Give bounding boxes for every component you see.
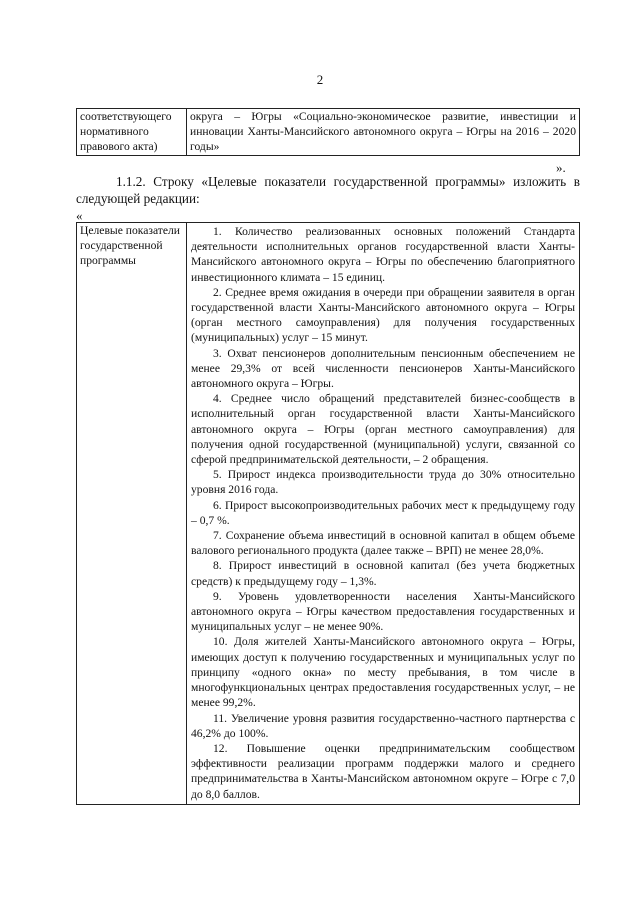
row-header: Целевые показатели государственной программы <box>77 223 187 805</box>
indicators-cell <box>187 223 580 805</box>
closing-quote: ». <box>556 160 566 175</box>
indicator-item-1: 1. Количество реализованных основных положений Стандарта деятельности исполнительных органов государственной власти Ханты-Мансийского автономного округа – Югры по обеспечению благоприятного инвестиционного климата – 15 единиц. <box>191 225 575 284</box>
continued-table <box>76 108 580 156</box>
indicator-item-4: 4. Среднее число обращений представителей бизнес-сообществ в исполнительный орган государственной власти Ханты-Мансийского автономного округа – Югры (орган местного самоуправления) для получения одной государственной (муниципальной) услуги, связанной со сферой предпринимательской деятельности, – 2 обращения. <box>191 392 575 467</box>
indicator-item-7: 7. Сохранение объема инвестиций в основной капитал в общем объеме валового регионального продукта (далее также – ВРП) не менее 28,0%. <box>191 529 575 558</box>
opening-quote: « <box>76 208 83 223</box>
table-row <box>77 109 580 156</box>
page-number: 2 <box>316 72 324 87</box>
indicator-item-11: 11. Увеличение уровня развития государственно-частного партнерства с 46,2% до 100%. <box>191 711 575 740</box>
indicator-item-10: 10. Доля жителей Ханты-Мансийского автономного округа – Югры, имеющих доступ к получению государственных и муниципальных услуг по принципу «одного окна» по месту пребывания, в том числе в многофункциональных центрах предоставления государственных услуг, – не менее 99,2%. <box>191 635 575 710</box>
indicator-item-9: 9. Уровень удовлетворенности населения Ханты-Мансийского автономного округа – Югры качеством предоставления государственных и муниципальных услуг – не менее 90%. <box>191 589 575 634</box>
table-cell-left: соответствующего нормативного правового акта) <box>77 109 187 156</box>
indicator-item-8: 8. Прирост инвестиций в основной капитал (без учета бюджетных средств) к предыдущему году – 1,3%. <box>191 559 575 588</box>
amendment-paragraph: 1.1.2. Строку «Целевые показатели государственной программы» изложить в следующей редакции: <box>76 174 580 206</box>
table-row <box>77 223 580 805</box>
indicator-item-5: 5. Прирост индекса производительности труда до 30% относительно уровня 2016 года. <box>191 468 575 497</box>
indicator-item-6: 6. Прирост высокопроизводительных рабочих мест к предыдущему году – 0,7 %. <box>191 498 575 527</box>
indicator-item-3: 3. Охват пенсионеров дополнительным пенсионным обеспечением не менее 29,3% от всей численности пенсионеров Ханты-Мансийского автономного округа – Югры. <box>191 346 575 391</box>
indicator-item-2: 2. Среднее время ожидания в очереди при обращении заявителя в орган государственной власти Ханты-Мансийского автономного округа – Югры (орган местного самоуправления) для получения государственных (муниципальных) услуг – 15 минут. <box>191 285 575 345</box>
indicator-item-12: 12. Повышение оценки предпринимательским сообществом эффективности реализации программ поддержки малого и среднего предпринимательства в Ханты-Мансийском автономном округе – Югре с 7,0 до 8,0 баллов. <box>191 741 575 801</box>
table-cell-right: округа – Югры «Социально-экономическое развитие, инвестиции и инновации Ханты-Мансийского автономного округа – Югры на 2016 – 2020 годы» <box>187 109 580 156</box>
target-indicators-table <box>76 222 580 805</box>
